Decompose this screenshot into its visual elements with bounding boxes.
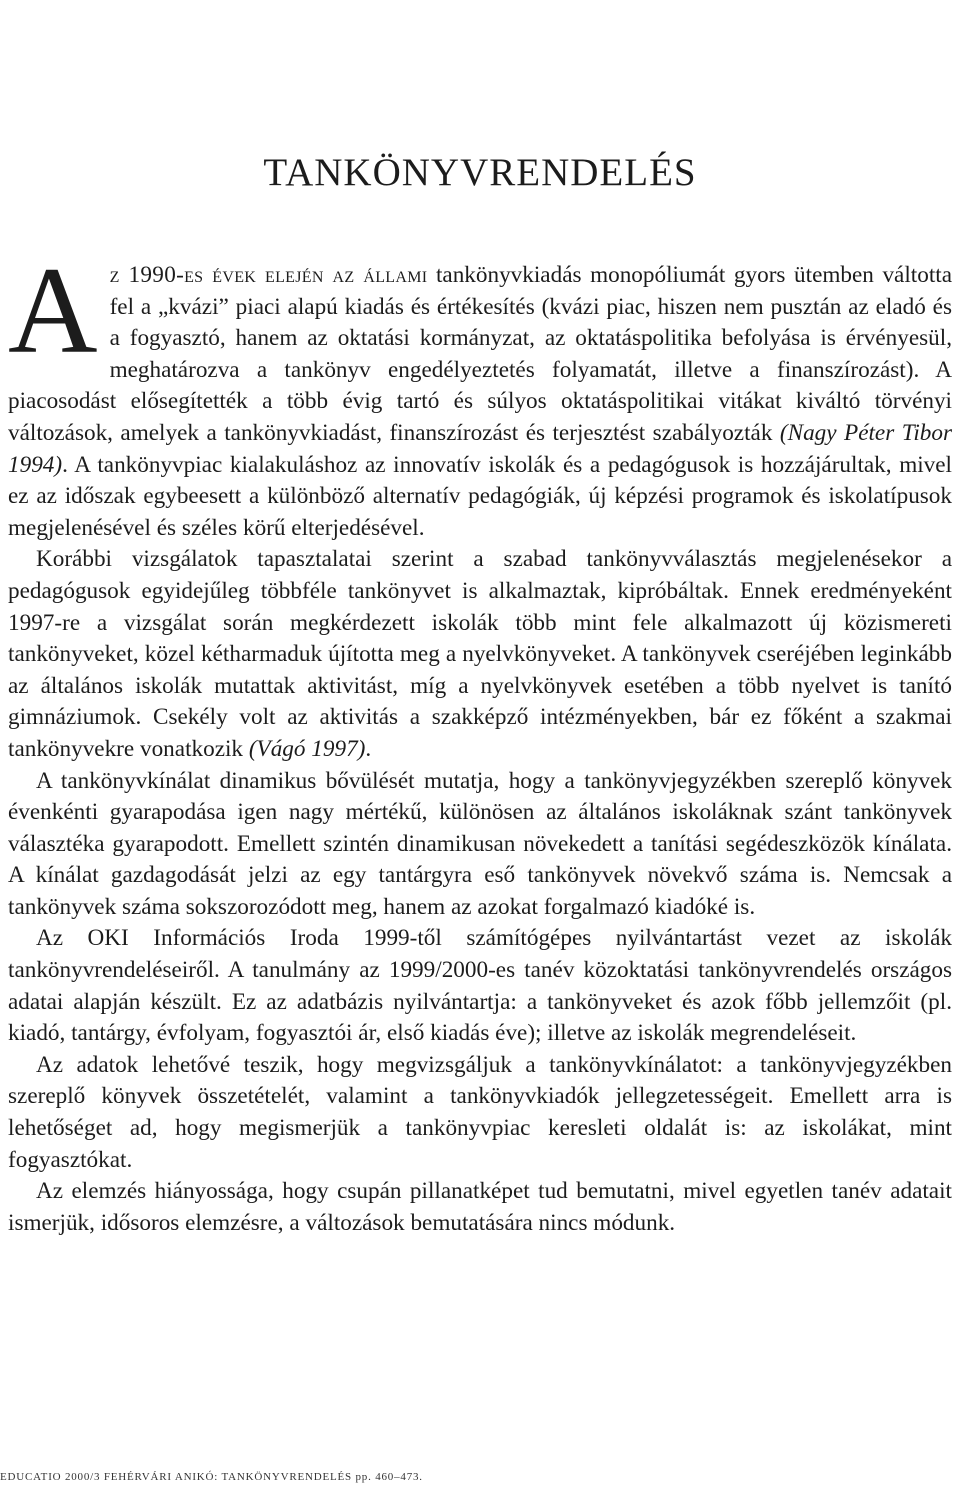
paragraph-2 [8, 544, 952, 765]
paragraph-6: Az elemzés hiányossága, hogy csupán pillanatképet tud bemutatni, mivel egyetlen tanév adatait ismerjük, idősoros elemzésre, a változások bemutatására nincs módunk. [8, 1178, 952, 1236]
citation-nagy: (Nagy Péter Tibor 1994) [8, 419, 952, 478]
paragraph-3: A tankönyvkínálat dinamikus bővülését mutatja, hogy a tankönyvjegyzékben szereplő könyvek évenkénti gyarapodása igen nagy mértékű, különösen az általános iskoláknak szánt tankönyvek választéka gyarapodott. Emellett szintén dinamikusan növekedett a tanítási segédeszközök kínálata. A kínálat gazdagodását jelzi az egy tantárgyra eső tankönyvek növekvő száma is. Nemcsak a tankönyvek száma sokszorozódott meg, hanem az azokat forgalmazó kiadóké is. [8, 767, 952, 920]
intro-smallcaps: z 1990-es évek elején az állami [109, 262, 428, 288]
paragraph-4: Az OKI Információs Iroda 1999-től számítógépes nyilvántartást vezet az iskolák tankönyvrendeléseiről. A tanulmány az 1999/2000-es tanév közoktatási tankönyvrendelés országos adatai alapján készült. Ez az adatbázis nyilvántartja: a tankönyveket és azok főbb jellemzőit (pl. kiadó, tantárgy, évfolyam, fogyasztói ár, első kiadás éve); illetve az iskolák megrendeléseit. [8, 925, 952, 1047]
drop-cap: A [8, 242, 98, 379]
article-body [8, 242, 952, 1239]
page-footer: EDUCATIO 2000/3 FEHÉRVÁRI ANIKÓ: TANKÖNYVRENDELÉS pp. 460–473. [0, 1471, 423, 1483]
p2-end: . [365, 735, 372, 762]
page-title: TANKÖNYVRENDELÉS [263, 151, 697, 194]
intro-text-a: tankönyvkiadás monopóliumát gyors ütemben váltotta fel a „kvázi” piaci alapú kiadás és értékesítés (kvázi piac, hiszen nem pusztán az eladó és a fogyasztó, hanem az oktatási kormányzat, az oktatáspolitika befolyása is érvényesül, meghatározva a tankönyv engedélyeztetés folyamatát, illetve a finanszírozást). A piacosodást elősegítették a több évig tartó és súlyos oktatáspolitikai vitákat kiváltó törvényi változások, amelyek a tankönyvkiadást, finanszírozást és terjesztést szabályozták [8, 262, 952, 446]
citation-vago: (Vágó 1997) [248, 735, 366, 762]
paragraph-5: Az adatok lehetővé teszik, hogy megvizsgáljuk a tankönyvkínálatot: a tankönyvjegyzékben szereplő könyvek összetételét, valamint a tankönyvkiadók jellegzetességeit. Emellett arra is lehetőséget ad, hogy megismerjük a tankönyvpiac keresleti oldalát is: az iskolákat, mint fogyasztókat. [8, 1051, 952, 1173]
paragraph-intro [8, 242, 952, 544]
intro-text-b: . A tankönyvpiac kialakuláshoz az innovatív iskolák és a pedagógusok is hozzájárultak, mivel ez az időszak egybeesett a különböző alternatív pedagógiák, új képzési programok és iskolatípusok megjelenésével és széles körű elterjedésével. [8, 451, 952, 541]
p2-text: Korábbi vizsgálatok tapasztalatai szerint a szabad tankönyvválasztás megjelenésekor a pedagógusok egyidejűleg többféle tankönyvet is alkalmaztak, kipróbáltak. Ennek eredményeként 1997-re a vizsgálat során megkérdezett iskolák több mint fele alkalmazott új közismereti tankönyveket, közel kétharmaduk újította meg a nyelvkönyveket. A tankönyvek cseréjében leginkább az általános iskolák mutattak aktivitást, míg a nyelvkönyvek esetében a több nyelvet is tanító gimnáziumok. Csekély volt az aktivitás a szakképző intézményekben, bár ez főként a szakmai tankönyvekre vonatkozik [8, 546, 952, 762]
